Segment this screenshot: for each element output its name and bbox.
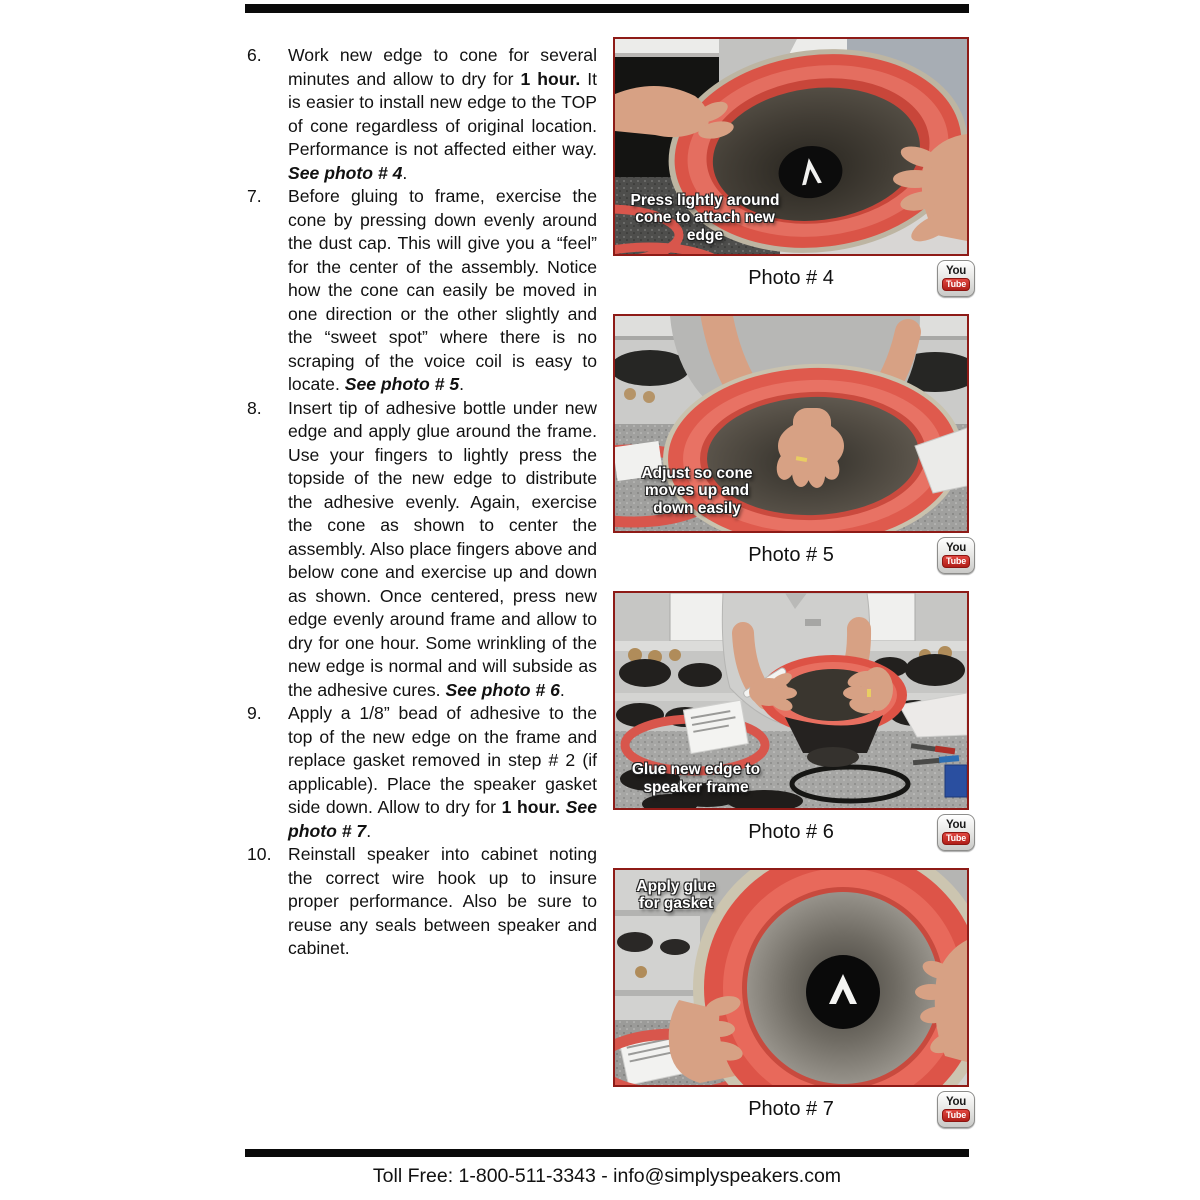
instruction-step	[245, 397, 597, 703]
youtube-tube-label: Tube	[942, 278, 970, 291]
instruction-step	[245, 843, 597, 961]
step-number: 8.	[247, 397, 262, 418]
youtube-icon[interactable]	[937, 814, 975, 851]
step-text: Work new edge to cone for several minutes and allow to dry for 1 hour. It is easier to install new edge to the TOP of cone regardless of original location. Performance is not affected either way. See photo # 4.	[288, 45, 597, 183]
photo-figure-7	[613, 868, 969, 1131]
youtube-icon[interactable]	[937, 260, 975, 297]
step-number: 6.	[247, 45, 262, 65]
photo-5-overlay-caption: Adjust so cone moves up and down easily	[641, 464, 753, 517]
content-columns	[245, 37, 969, 1145]
photo-figure-6	[613, 591, 969, 854]
youtube-icon[interactable]	[937, 1091, 975, 1128]
photo-4-overlay-caption: Press lightly around cone to attach new edge	[630, 191, 780, 244]
step-text: Apply a 1/8” bead of adhesive to the top of the new edge on the frame and replace gasket removed in step # 2 (if applicable). Place the speaker gasket side down. Allow to dry for 1 hour. See photo # 7.	[288, 703, 597, 841]
photo-5-image	[613, 314, 969, 533]
youtube-icon[interactable]	[937, 537, 975, 574]
photo-4-caption: Photo # 4	[748, 267, 834, 289]
footer-rule	[245, 1149, 969, 1157]
youtube-tube-label: Tube	[942, 1109, 970, 1122]
photo-figure-4	[613, 37, 969, 300]
photo-6-caption-row	[613, 814, 969, 854]
youtube-tube-label: Tube	[942, 555, 970, 568]
photo-6-image	[613, 591, 969, 810]
step-number: 7.	[247, 186, 262, 206]
photo-figure-5	[613, 314, 969, 577]
photo-4-image	[613, 37, 969, 256]
youtube-you-label: You	[946, 819, 966, 831]
photo-column	[613, 37, 969, 1145]
youtube-you-label: You	[946, 1096, 966, 1108]
step-number: 9.	[247, 703, 262, 723]
photo-7-caption-row	[613, 1091, 969, 1131]
youtube-tube-label: Tube	[942, 832, 970, 845]
photo-7-caption: Photo # 7	[748, 1098, 834, 1120]
photo-6-overlay-caption: Glue new edge to speaker frame	[631, 761, 761, 796]
instruction-list	[245, 44, 597, 1145]
photo-7-overlay-caption: Apply glue for gasket	[636, 878, 716, 913]
step-text: Before gluing to frame, exercise the cone by pressing down evenly around the dust cap. This will give you a “feel” for the center of the assembly. Notice how the cone can easily be moved in one direction or the other slightly and the “sweet spot” where there is no scraping of the voice coil is easy to locate. See photo # 5.	[288, 186, 597, 394]
photo-7-image	[613, 868, 969, 1087]
instruction-step	[245, 44, 597, 185]
photo-4-caption-row	[613, 260, 969, 300]
top-rule	[245, 4, 969, 13]
step-text: Reinstall speaker into cabinet noting the correct wire hook up to insure proper performance. Also be sure to reuse any seals between speaker and cabinet.	[288, 844, 597, 958]
youtube-you-label: You	[946, 542, 966, 554]
instruction-step	[245, 185, 597, 397]
step-number: 10.	[247, 844, 272, 864]
instruction-step	[245, 702, 597, 843]
step-text: Insert tip of adhesive bottle under new edge and apply glue around the frame. Use your fingers to lightly press the topside of the new edge to distribute the adhesive evenly. Again, exercise the cone as shown to center the assembly. Also place fingers above and below cone and exercise up and down as shown. Once centered, press new edge evenly around frame and allow to dry for one hour. Some wrinkling of the new edge is normal and will subside as the adhesive cures. See photo # 6.	[288, 397, 597, 700]
photo-5-caption-row	[613, 537, 969, 577]
photo-6-caption: Photo # 6	[748, 821, 834, 843]
footer-contact: Toll Free: 1-800-511-3343 - info@simplyspeakers.com	[372, 1165, 842, 1187]
photo-5-caption: Photo # 5	[748, 544, 834, 566]
youtube-you-label: You	[946, 265, 966, 277]
